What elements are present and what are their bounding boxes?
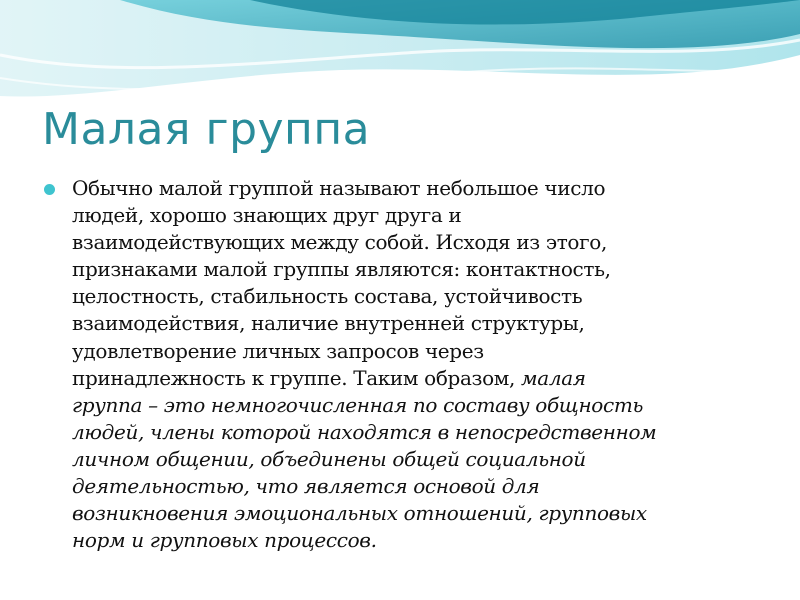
definition-text: личном общении, объединены общей социальной (72, 446, 586, 471)
definition-text: норм и групповых процессов. (72, 528, 377, 553)
text-line: принадлежность к группе. Таким образом, (72, 365, 522, 390)
bullet-list (44, 175, 734, 554)
text-line: удовлетворение личных запросов через (72, 338, 484, 363)
bullet-dot-icon (44, 184, 55, 195)
text-line: целостность, стабильность состава, устойчивость (72, 284, 583, 309)
definition-text: возникновения эмоциональных отношений, групповых (72, 501, 647, 526)
definition-text: малая (521, 365, 586, 390)
bullet-item (44, 175, 734, 554)
definition-text: группа – это немногочисленная по составу общность (72, 392, 643, 417)
text-line: Обычно малой группой называют небольшое число (72, 176, 606, 200)
slide-title: Малая группа (42, 104, 371, 155)
definition-text: людей, члены которой находятся в непосредственном (72, 419, 657, 444)
text-line: признаками малой группы являются: контактность, (72, 257, 611, 282)
text-line: взаимодействующих между собой. Исходя из этого, (72, 230, 607, 255)
text-line: людей, хорошо знающих друг друга и (72, 203, 462, 228)
bullet-text (72, 175, 734, 554)
definition-text: деятельностью, что является основой для (72, 474, 540, 499)
text-line: взаимодействия, наличие внутренней структуры, (72, 311, 585, 336)
